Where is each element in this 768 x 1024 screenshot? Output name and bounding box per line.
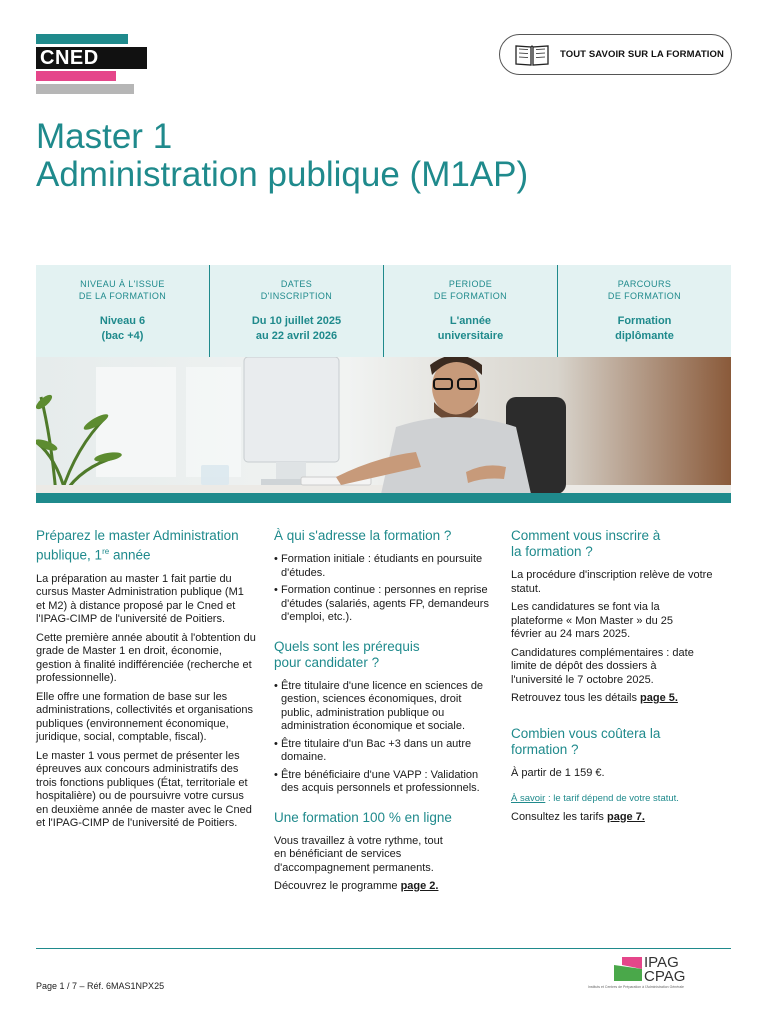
paragraph: La procédure d'inscription relève de votre statut. bbox=[511, 569, 713, 595]
tout-savoir-button[interactable] bbox=[499, 34, 732, 75]
note-tarif: À savoir : le tarif dépend de votre statut. bbox=[511, 793, 679, 804]
info-value: L'année universitaire bbox=[437, 315, 504, 342]
paragraph-price: À partir de 1 159 €. bbox=[511, 766, 605, 779]
title-line2: Administration publique (M1AP) bbox=[36, 155, 529, 194]
note-label: À savoir bbox=[511, 793, 546, 804]
info-value: Formation diplômante bbox=[615, 315, 674, 342]
logo-text: CNED bbox=[36, 47, 147, 69]
cned-logo bbox=[36, 34, 148, 96]
heading-prerequis: Quels sont les prérequis pour candidater ? bbox=[274, 638, 420, 670]
info-caption: PERIODE DE FORMATION bbox=[433, 279, 508, 301]
ipag-text: IPAG bbox=[644, 954, 679, 971]
logo-bar-grey bbox=[36, 84, 134, 94]
list-item: • Formation initiale : étudiants en poursuite d'études. bbox=[274, 553, 496, 580]
open-book-icon bbox=[514, 42, 550, 68]
column-preparez bbox=[36, 528, 256, 836]
logo-bar-pink bbox=[36, 71, 116, 81]
paragraph: Candidatures complémentaires : date limite de dépôt des dossiers à l'université le 7 octobre 2025. bbox=[511, 646, 694, 686]
logo-bar-teal bbox=[36, 34, 128, 44]
paragraph: Vous travaillez à votre rythme, tout en bénéficiant de services d'accompagnement permanents. bbox=[274, 834, 443, 874]
info-cell-niveau bbox=[36, 265, 210, 357]
page-reference: Page 1 / 7 – Réf. 6MAS1NPX25 bbox=[36, 981, 165, 991]
paragraph-programme: Découvrez le programme page 2. bbox=[274, 880, 439, 892]
ipag-emblem-icon bbox=[608, 955, 648, 985]
info-caption: DATES D'INSCRIPTION bbox=[260, 279, 333, 301]
paragraph: Le master 1 vous permet de présenter les épreuves aux concours administratifs des trois fonctions publiques (État, territoriale et hospitalière) ou de poursuivre votre cursus en deuxième année de master avec le Cned et l'IPAG-CIMP de l'université de Poitiers. bbox=[36, 749, 252, 829]
info-value: Du 10 juillet 2025 au 22 avril 2026 bbox=[251, 315, 342, 342]
heading-a-qui: À qui s'adresse la formation ? bbox=[274, 528, 452, 543]
heading-inscrire: Comment vous inscrire à la formation ? bbox=[511, 528, 661, 559]
info-value: Niveau 6 (bac +4) bbox=[99, 315, 146, 342]
paragraph-details: Retrouvez tous les détails page 5. bbox=[511, 692, 678, 704]
column-a-qui bbox=[274, 528, 496, 899]
cpag-text: CPAG bbox=[644, 968, 686, 985]
footer-divider bbox=[36, 948, 731, 949]
info-caption: PARCOURS DE FORMATION bbox=[607, 279, 682, 301]
info-caption: NIVEAU À L'ISSUE DE LA FORMATION bbox=[78, 279, 167, 301]
info-cell-dates bbox=[210, 265, 384, 357]
list-prerequis bbox=[274, 680, 496, 796]
student-at-computer-illustration bbox=[36, 357, 731, 494]
heading-cout: Combien vous coûtera la formation ? bbox=[511, 725, 661, 757]
link-page-5[interactable]: page 5. bbox=[640, 692, 678, 704]
link-page-2[interactable]: page 2. bbox=[400, 880, 439, 892]
paragraph: Cette première année aboutit à l'obtention du grade de Master 1 en droit, économie, gestion à finalité indifférenciée (recherche et professionnelle). bbox=[36, 631, 256, 684]
paragraph-tarifs: Consultez les tarifs page 7. bbox=[511, 810, 645, 823]
list-public bbox=[274, 553, 496, 625]
list-item: • Être titulaire d'une licence en sciences de gestion, sciences économiques, droit public, administration publique ou administration économique et sociale. bbox=[274, 680, 496, 734]
ipag-subtitle: Instituts et Centres de Préparation à l'Administration Générale bbox=[588, 985, 684, 989]
paragraph: La préparation au master 1 fait partie du cursus Master Administration publique (M1 et M2) à distance proposé par le Cned et l'IPAG-CIMP de l'université de Poitiers. bbox=[36, 572, 244, 625]
photo-band bbox=[36, 493, 731, 503]
list-item: • Formation continue : personnes en reprise d'études (salariés, agents FP, demandeurs d'emploi, etc.). bbox=[274, 584, 496, 625]
info-cell-periode bbox=[384, 265, 558, 357]
ipag-logo bbox=[588, 954, 729, 993]
paragraph: Les candidatures se font via la plateforme « Mon Master » du 25 février au 24 mars 2025. bbox=[511, 601, 674, 640]
hero-photo bbox=[36, 357, 731, 494]
paragraph: Elle offre une formation de base sur les administrations, collectivités et organisations publiques (environnement économique, juridique, social, comptable, fiscal). bbox=[36, 690, 254, 743]
heading-preparez: Préparez le master Administration publique, 1re année bbox=[36, 528, 239, 563]
title-line1: Master 1 bbox=[36, 117, 173, 156]
info-table bbox=[36, 265, 731, 357]
info-cell-parcours bbox=[558, 265, 731, 357]
column-inscrire bbox=[511, 528, 731, 829]
tout-savoir-label: TOUT SAVOIR SUR LA FORMATION bbox=[560, 49, 724, 60]
page-title bbox=[36, 118, 528, 194]
heading-en-ligne: Une formation 100 % en ligne bbox=[274, 809, 452, 825]
link-page-7[interactable]: page 7. bbox=[606, 810, 645, 823]
list-item: • Être bénéficiaire d'une VAPP : Validation des acquis personnels et professionnels. bbox=[274, 769, 496, 796]
list-item: • Être titulaire d'un Bac +3 dans un autre domaine. bbox=[274, 738, 496, 765]
